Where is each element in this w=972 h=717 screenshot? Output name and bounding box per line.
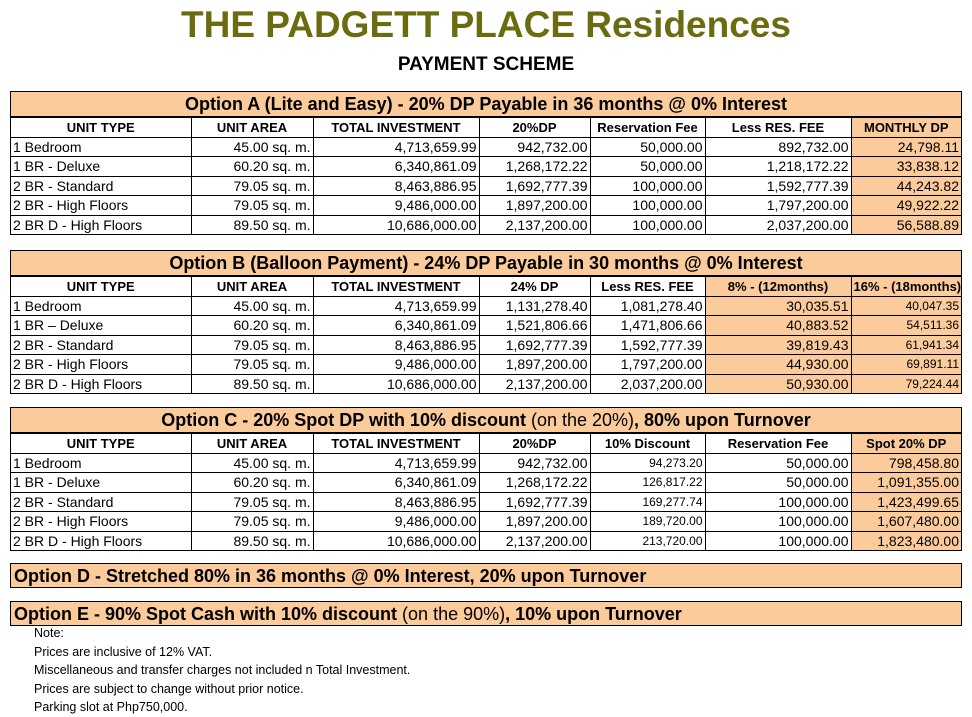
reservation-fee: 100,000.00: [705, 531, 851, 550]
option-b-table: [11, 276, 961, 393]
option-b-title: Option B (Balloon Payment) - 24% DP Payable in 30 months @ 0% Interest: [11, 251, 961, 276]
note-line: Note:: [34, 626, 64, 640]
option-c-title: Option C - 20% Spot DP with 10% discount (on the 20%), 80% upon Turnover: [11, 408, 961, 433]
unit-area: 79.05 sq. m.: [191, 335, 313, 355]
option-b-section: [10, 250, 962, 394]
reservation-fee: 50,000.00: [705, 473, 851, 493]
payment-12-months: 40,883.52: [705, 316, 851, 336]
unit-type: 2 BR D - High Floors: [11, 215, 191, 234]
payment-18-months: 69,891.11: [851, 355, 961, 375]
less-res-fee: 1,797,200.00: [705, 196, 851, 216]
col-header: UNIT TYPE: [11, 277, 191, 297]
total-investment: 8,463,886.95: [313, 492, 479, 512]
unit-area: 60.20 sq. m.: [191, 157, 313, 177]
unit-type: 2 BR - Standard: [11, 335, 191, 355]
unit-type: 2 BR - High Floors: [11, 196, 191, 216]
less-res-fee: 1,592,777.39: [705, 176, 851, 196]
table-row: [11, 453, 961, 473]
spot-dp: 798,458.80: [851, 453, 961, 473]
option-e-banner: Option E - 90% Spot Cash with 10% discount (on the 90%), 10% upon Turnover: [10, 601, 962, 626]
payment-18-months: 79,224.44: [851, 374, 961, 393]
table-row: [11, 335, 961, 355]
col-header: UNIT TYPE: [11, 118, 191, 138]
col-header: UNIT AREA: [191, 277, 313, 297]
option-a-section: [10, 91, 962, 235]
table-row: [11, 316, 961, 336]
col-header: Reservation Fee: [590, 118, 705, 138]
unit-type: 2 BR D - High Floors: [11, 374, 191, 393]
table-row: [11, 512, 961, 532]
table-header-row: [11, 277, 961, 297]
total-investment: 6,340,861.09: [313, 473, 479, 493]
table-row: [11, 176, 961, 196]
col-header: 24% DP: [479, 277, 590, 297]
table-row: [11, 296, 961, 316]
unit-area: 60.20 sq. m.: [191, 473, 313, 493]
spot-dp: 1,091,355.00: [851, 473, 961, 493]
less-res-fee: 1,797,200.00: [590, 355, 705, 375]
note-line: Miscellaneous and transfer charges not included n Total Investment.: [34, 663, 411, 678]
less-res-fee: 892,732.00: [705, 137, 851, 157]
reservation-fee: 100,000.00: [590, 215, 705, 234]
spot-dp: 1,607,480.00: [851, 512, 961, 532]
page-subtitle: PAYMENT SCHEME: [397, 54, 575, 75]
dp-value: 1,131,278.40: [479, 296, 590, 316]
unit-area: 79.05 sq. m.: [191, 176, 313, 196]
unit-type: 2 BR - Standard: [11, 492, 191, 512]
reservation-fee: 100,000.00: [705, 512, 851, 532]
unit-type: 2 BR - High Floors: [11, 512, 191, 532]
unit-area: 79.05 sq. m.: [191, 355, 313, 375]
monthly-dp: 49,922.22: [851, 196, 961, 216]
unit-area: 79.05 sq. m.: [191, 196, 313, 216]
col-header: TOTAL INVESTMENT: [313, 118, 479, 138]
payment-12-months: 44,930.00: [705, 355, 851, 375]
total-investment: 8,463,886.95: [313, 176, 479, 196]
unit-type: 2 BR - Standard: [11, 176, 191, 196]
discount-value: 94,273.20: [590, 453, 705, 473]
total-investment: 10,686,000.00: [313, 531, 479, 550]
reservation-fee: 100,000.00: [705, 492, 851, 512]
reservation-fee: 50,000.00: [705, 453, 851, 473]
dp-value: 1,897,200.00: [479, 512, 590, 532]
table-row: [11, 215, 961, 234]
unit-type: 1 Bedroom: [11, 296, 191, 316]
note-line: Parking slot at Php750,000.: [34, 700, 188, 715]
total-investment: 9,486,000.00: [313, 512, 479, 532]
col-header: MONTHLY DP: [851, 118, 961, 138]
discount-value: 213,720.00: [590, 531, 705, 550]
col-header: 20%DP: [479, 434, 590, 454]
option-c-table: [11, 433, 961, 550]
dp-value: 942,732.00: [479, 137, 590, 157]
unit-area: 45.00 sq. m.: [191, 137, 313, 157]
dp-value: 1,692,777.39: [479, 492, 590, 512]
unit-area: 45.00 sq. m.: [191, 296, 313, 316]
unit-area: 60.20 sq. m.: [191, 316, 313, 336]
note-line: Prices are subject to change without prior notice.: [34, 681, 304, 696]
unit-type: 1 BR – Deluxe: [11, 316, 191, 336]
reservation-fee: 50,000.00: [590, 157, 705, 177]
total-investment: 10,686,000.00: [313, 215, 479, 234]
dp-value: 1,897,200.00: [479, 196, 590, 216]
table-row: [11, 531, 961, 550]
payment-18-months: 61,941.34: [851, 335, 961, 355]
payment-12-months: 39,819.43: [705, 335, 851, 355]
total-investment: 9,486,000.00: [313, 355, 479, 375]
option-a-table: [11, 117, 961, 234]
table-row: [11, 492, 961, 512]
col-header: UNIT AREA: [191, 118, 313, 138]
less-res-fee: 2,037,200.00: [590, 374, 705, 393]
table-row: [11, 137, 961, 157]
col-header: TOTAL INVESTMENT: [313, 434, 479, 454]
col-header: Spot 20% DP: [851, 434, 961, 454]
dp-value: 2,137,200.00: [479, 215, 590, 234]
dp-value: 942,732.00: [479, 453, 590, 473]
discount-value: 126,817.22: [590, 473, 705, 493]
unit-area: 89.50 sq. m.: [191, 374, 313, 393]
unit-type: 1 Bedroom: [11, 453, 191, 473]
reservation-fee: 50,000.00: [590, 137, 705, 157]
table-header-row: [11, 118, 961, 138]
dp-value: 1,521,806.66: [479, 316, 590, 336]
less-res-fee: 1,471,806.66: [590, 316, 705, 336]
less-res-fee: 1,592,777.39: [590, 335, 705, 355]
total-investment: 4,713,659.99: [313, 137, 479, 157]
dp-value: 1,268,172.22: [479, 157, 590, 177]
unit-area: 89.50 sq. m.: [191, 531, 313, 550]
table-row: [11, 355, 961, 375]
unit-type: 2 BR D - High Floors: [11, 531, 191, 550]
total-investment: 4,713,659.99: [313, 296, 479, 316]
total-investment: 4,713,659.99: [313, 453, 479, 473]
col-header: 20%DP: [479, 118, 590, 138]
dp-value: 1,897,200.00: [479, 355, 590, 375]
col-header: Less RES. FEE: [590, 277, 705, 297]
total-investment: 8,463,886.95: [313, 335, 479, 355]
total-investment: 6,340,861.09: [313, 316, 479, 336]
unit-area: 79.05 sq. m.: [191, 492, 313, 512]
less-res-fee: 1,218,172.22: [705, 157, 851, 177]
unit-area: 89.50 sq. m.: [191, 215, 313, 234]
col-header: TOTAL INVESTMENT: [313, 277, 479, 297]
discount-value: 189,720.00: [590, 512, 705, 532]
dp-value: 1,692,777.39: [479, 176, 590, 196]
col-header: UNIT AREA: [191, 434, 313, 454]
unit-type: 1 BR - Deluxe: [11, 473, 191, 493]
dp-value: 2,137,200.00: [479, 531, 590, 550]
reservation-fee: 100,000.00: [590, 196, 705, 216]
monthly-dp: 44,243.82: [851, 176, 961, 196]
table-row: [11, 157, 961, 177]
col-header: Reservation Fee: [705, 434, 851, 454]
option-c-section: [10, 407, 962, 551]
note-line: Prices are inclusive of 12% VAT.: [34, 644, 213, 659]
less-res-fee: 2,037,200.00: [705, 215, 851, 234]
col-header: 8% - (12months): [705, 277, 851, 297]
discount-value: 169,277.74: [590, 492, 705, 512]
table-row: [11, 196, 961, 216]
payment-18-months: 40,047.35: [851, 296, 961, 316]
table-row: [11, 374, 961, 393]
table-row: [11, 473, 961, 493]
col-header: 16% - (18months): [851, 277, 961, 297]
spot-dp: 1,823,480.00: [851, 531, 961, 550]
dp-value: 1,268,172.22: [479, 473, 590, 493]
dp-value: 2,137,200.00: [479, 374, 590, 393]
unit-type: 2 BR - High Floors: [11, 355, 191, 375]
payment-18-months: 54,511.36: [851, 316, 961, 336]
less-res-fee: 1,081,278.40: [590, 296, 705, 316]
monthly-dp: 24,798.11: [851, 137, 961, 157]
col-header: UNIT TYPE: [11, 434, 191, 454]
total-investment: 9,486,000.00: [313, 196, 479, 216]
option-a-title: Option A (Lite and Easy) - 20% DP Payable in 36 months @ 0% Interest: [11, 92, 961, 117]
unit-type: 1 Bedroom: [11, 137, 191, 157]
reservation-fee: 100,000.00: [590, 176, 705, 196]
col-header: Less RES. FEE: [705, 118, 851, 138]
col-header: 10% Discount: [590, 434, 705, 454]
total-investment: 6,340,861.09: [313, 157, 479, 177]
payment-12-months: 30,035.51: [705, 296, 851, 316]
monthly-dp: 56,588.89: [851, 215, 961, 234]
spot-dp: 1,423,499.65: [851, 492, 961, 512]
page-title: THE PADGETT PLACE Residences: [181, 4, 791, 45]
option-d-banner: Option D - Stretched 80% in 36 months @ 0% Interest, 20% upon Turnover: [10, 563, 962, 588]
table-header-row: [11, 434, 961, 454]
unit-type: 1 BR - Deluxe: [11, 157, 191, 177]
payment-12-months: 50,930.00: [705, 374, 851, 393]
unit-area: 79.05 sq. m.: [191, 512, 313, 532]
unit-area: 45.00 sq. m.: [191, 453, 313, 473]
total-investment: 10,686,000.00: [313, 374, 479, 393]
monthly-dp: 33,838.12: [851, 157, 961, 177]
dp-value: 1,692,777.39: [479, 335, 590, 355]
notes-block: [34, 624, 410, 717]
